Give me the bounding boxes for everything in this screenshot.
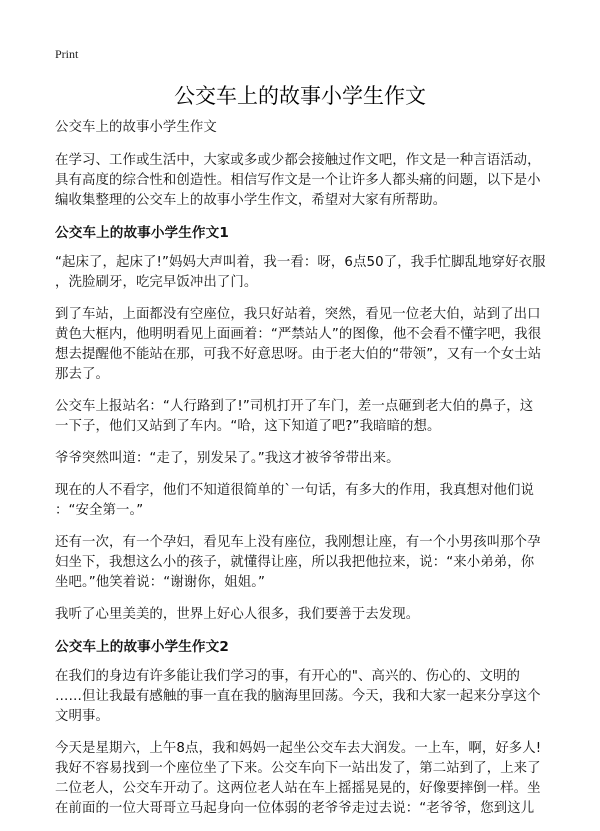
text-line: ……但让我最有感触的事一直在我的脑海里回荡。今天，我和大家一起来分享这个 [55, 689, 541, 704]
paragraph [55, 397, 555, 437]
article-body [55, 118, 555, 831]
text-line: ，洗脸刷牙，吃完早饭冲出了门。 [55, 275, 258, 290]
text-line: 一下子，他们又站到了车内。“哈，这下知道了吧?”我暗暗的想。 [55, 419, 441, 434]
paragraph [55, 667, 555, 727]
text-line: 编收集整理的公交车上的故事小学生作文，希望对大家有所帮助。 [55, 193, 447, 208]
paragraph [55, 605, 555, 625]
text-line: “起床了，起床了!”妈妈大声叫着，我一看：呀，6点50了，我手忙脚乱地穿好衣服 [55, 255, 546, 270]
page-title: 公交车上的故事小学生作文 [174, 84, 426, 108]
article-subtitle: 公交车上的故事小学生作文 [55, 120, 217, 135]
text-line: 文明事。 [55, 709, 109, 724]
text-line: 还有一次，有一个孕妇，看见车上没有座位，我刚想让座，有一个小男孩叫那个孕 [55, 535, 541, 550]
text-line: 在学习、工作或生活中，大家或多或少都会接触过作文吧，作文是一种言语活动， [55, 153, 541, 168]
paragraph [55, 739, 555, 819]
paragraph [55, 481, 555, 521]
text-line: 妇坐下，我想这么小的孩子，就懂得让座，所以我把他拉来，说：“来小弟弟，你 [55, 555, 535, 570]
section-heading-1: 公交车上的故事小学生作文1 [55, 225, 229, 241]
text-line: 爷爷突然叫道：“走了，别发呆了。”我这才被爷爷带出来。 [55, 451, 400, 466]
text-line: 今天是星期六，上午8点，我和妈妈一起坐公交车去大润发。一上车，啊，好多人! [55, 741, 542, 756]
text-line: ：“安全第一。” [55, 503, 144, 518]
section-heading-2: 公交车上的故事小学生作文2 [55, 639, 229, 655]
text-line: 我好不容易找到一个座位坐了下来。公交车向下一站出发了，第二站到了，上来了 [55, 761, 541, 776]
text-line: 在前面的一位大哥哥立马起身向一位体弱的老爷爷走过去说：“老爷爷，您到这儿 [55, 801, 535, 816]
text-line: 二位老人，公交车开动了。这两位老人站在车上摇摇晃晃的，好像要摔倒一样。坐 [55, 781, 541, 796]
paragraph [55, 449, 555, 469]
text-line: 在我们的身边有许多能让我们学习的事，有开心的"、高兴的、伤心的、文明的 [55, 669, 520, 684]
text-line: 我听了心里美美的，世界上好心人很多，我们要善于去发现。 [55, 607, 420, 622]
intro-paragraph [55, 151, 555, 211]
paragraph [55, 253, 555, 293]
paragraph [55, 305, 555, 385]
text-line: 到了车站，上面都没有空座位，我只好站着，突然，看见一位老大伯，站到了出口 [55, 307, 541, 322]
text-line: 现在的人不看字，他们不知道很简单的`一句话，有多大的作用，我真想对他们说 [55, 483, 534, 498]
text-line: 黄色大框内，他明明看见上面画着：“严禁站人”的图像，他不会看不懂字吧，我很 [55, 327, 542, 342]
text-line: 坐吧。”他笑着说：“谢谢你，姐姐。” [55, 575, 266, 590]
text-line: 那去了。 [55, 367, 109, 382]
text-line: 想去提醒他不能站在那，可我不好意思呀。由于老大伯的“带领”，又有一个女士站 [55, 347, 542, 362]
text-line: 公交车上报站名：“人行路到了!”司机打开了车门，差一点砸到老大伯的鼻子，这 [55, 399, 534, 414]
paragraph [55, 533, 555, 593]
print-link[interactable]: Print [55, 47, 79, 61]
text-line: 具有高度的综合性和创造性。相信写作文是一个让许多人都头痛的问题，以下是小 [55, 173, 541, 188]
